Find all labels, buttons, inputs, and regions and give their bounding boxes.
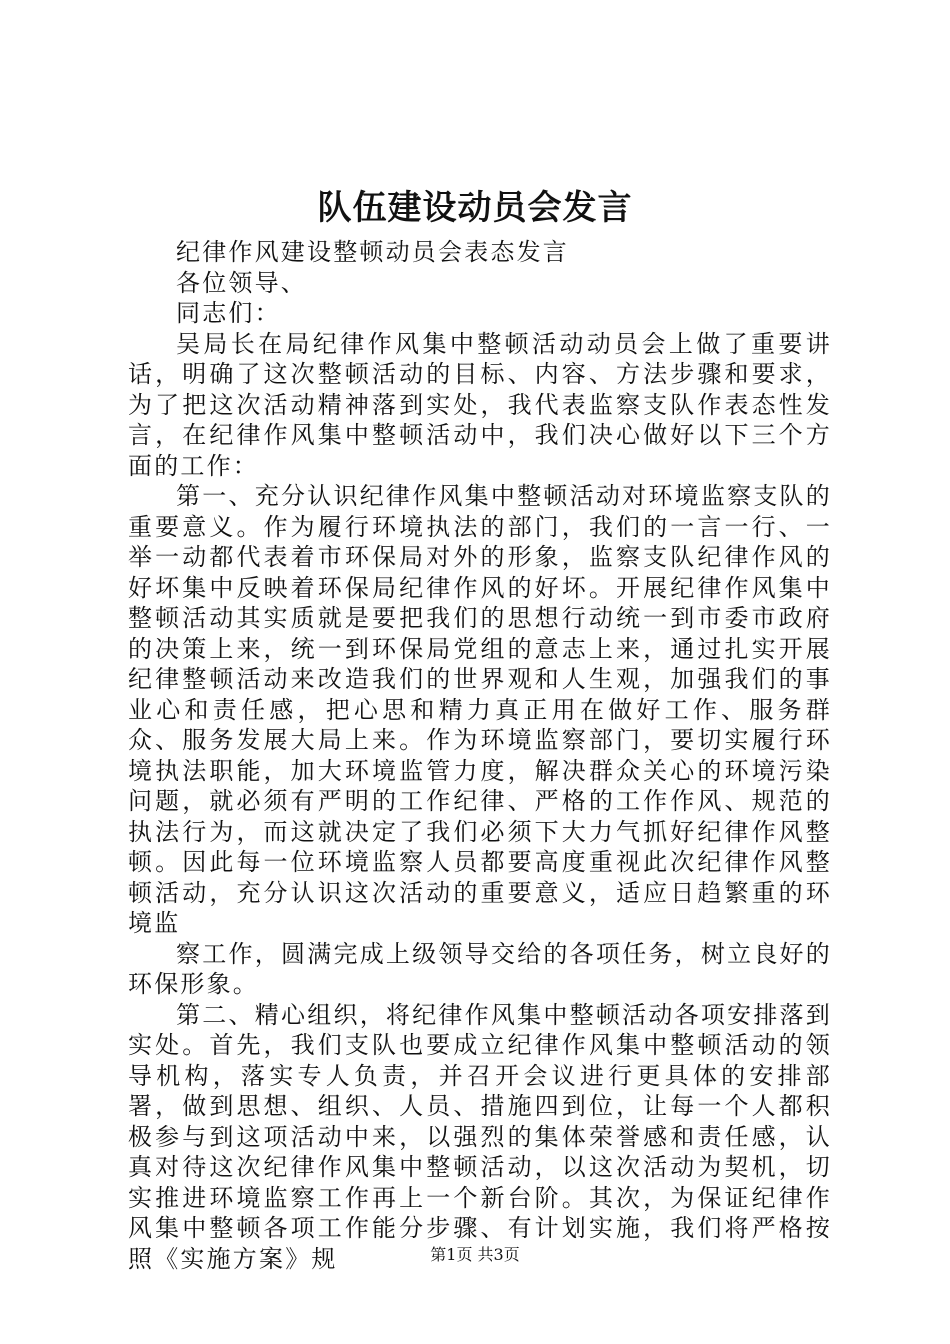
paragraph-intro: 吴局长在局纪律作风集中整顿活动动员会上做了重要讲话，明确了这次整顿活动的目标、内容、方法步骤和要求，为了把这次活动精神落到实处，我代表监察支队作表态性发言，在纪律作风集中整顿活动中，我们决心做好以下三个方面的工作： (128, 329, 832, 480)
page-number-footer: 第1页 共3页 (430, 1245, 520, 1264)
paragraph-salutation-leaders: 各位领导、 (176, 268, 307, 297)
paragraph-first-point-continued: 察工作，圆满完成上级领导交给的各项任务，树立良好的环保形象。 (128, 939, 832, 998)
paragraph-second-point: 第二、精心组织，将纪律作风集中整顿活动各项安排落到实处。首先，我们支队也要成立纪律作风集中整顿活动的领导机构，落实专人负责，并召开会议进行更具体的安排部署，做到思想、组织、人员、措施四到位，让每一个人都积极参与到这项活动中来，以强烈的集体荣誉感和责任感，认真对待这次纪律作风集中整顿活动，以这次活动为契机，切实推进环境监察工作再上一个新台阶。其次，为保证纪律作风集中整顿各项工作能分步骤、有计划实施，我们将严格按照《实施方案》规 (128, 1000, 832, 1273)
paragraph-first-point: 第一、充分认识纪律作风集中整顿活动对环境监察支队的重要意义。作为履行环境执法的部门，我们的一言一行、一举一动都代表着市环保局对外的形象，监察支队纪律作风的好坏集中反映着环保局纪律作风的好坏。开展纪律作风集中整顿活动其实质就是要把我们的思想行动统一到市委市政府的决策上来，统一到环保局党组的意志上来，通过扎实开展纪律整顿活动来改造我们的世界观和人生观，加强我们的事业心和责任感，把心思和精力真正用在做好工作、服务群众、服务发展大局上来。作为环境监察部门，要切实履行环境执法职能，加大环境监管力度，解决群众关心的环境污染问题，就必须有严明的工作纪律、严格的工作作风、规范的执法行为，而这就决定了我们必须下大力气抓好纪律作风整顿。因此每一位环境监察人员都要高度重视此次纪律作风整顿活动，充分认识这次活动的重要意义，适应日趋繁重的环境监 (128, 482, 832, 937)
paragraph-salutation-comrades: 同志们： (176, 299, 281, 327)
document-body (128, 237, 832, 1274)
paragraph-subtitle: 纪律作风建设整顿动员会表态发言 (176, 238, 569, 266)
document-title: 队伍建设动员会发言 (317, 188, 633, 228)
